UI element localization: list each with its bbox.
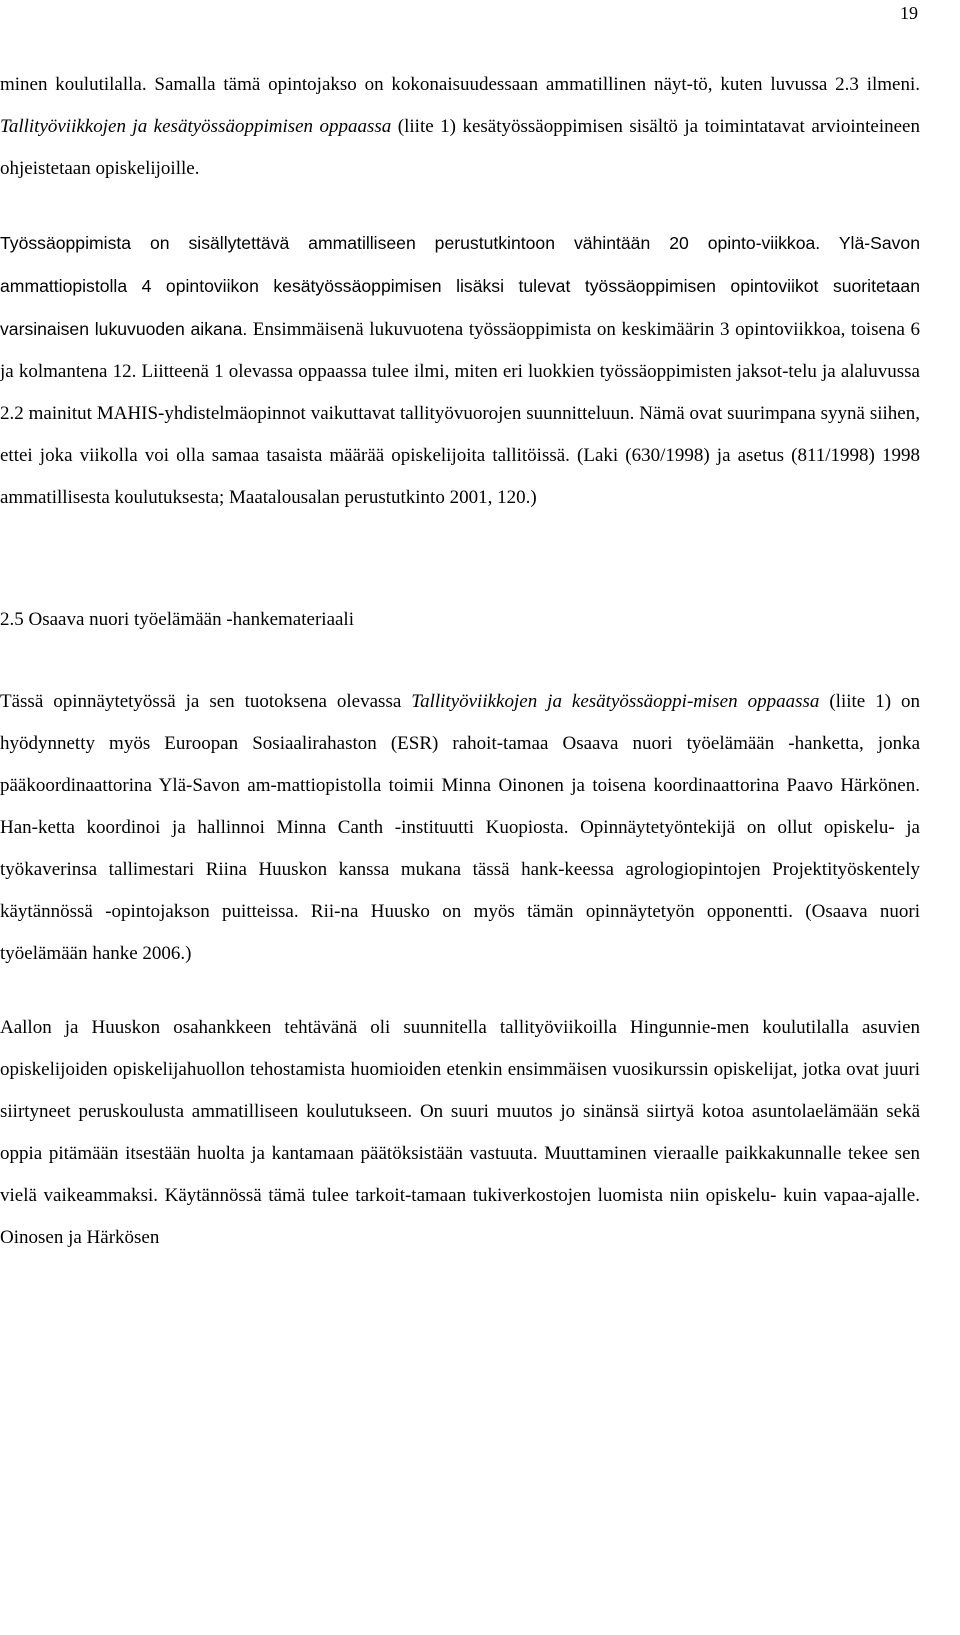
paragraph-work-learning-serif: Ensimmäisenä lukuvuotena työssäoppimista on keskimäärin 3 opintoviikkoa, toisena 6 ja kolmantena 12. Liitteenä 1 olevassa oppaassa tulee ilmi, miten eri luokkien työssäoppimisten jaksot-telu ja alaluvussa 2.2 mainitut MAHIS-yhdistelmäopinnot vaikuttavat tallityövuorojen suunnitteluun. Nämä ovat suurimpana syynä siihen, ettei joka viikolla voi olla samaa tasaista määrää opiskelijoita tallitöissä. (Laki (630/1998) ja asetus (811/1998) 1998 ammatillisesta koulutuksesta; Maatalousalan perustutkinto 2001, 120.)	[0, 319, 920, 508]
paragraph-subproject: Aallon ja Huuskon osahankkeen tehtävänä oli suunnitella tallityöviikoilla Hingunnie-men koulutilalla asuvien opiskelijoiden opiskelijahuollon tehostamista huomioiden etenkin ensimmäisen vuosikurssin opiskelijat, jotka ovat juuri siirtyneet peruskoulusta ammatilliseen koulutukseen. On suuri muutos jo sinänsä siirtyä kotoa asuntolaelämään sekä oppia pitämään itsestään huolta ja kantamaan päätöksistään vastuuta. Muuttaminen vieraalle paikkakunnalle tekee sen vielä vaikeammaksi. Käytännössä tämä tulee tarkoit-tamaan tukiverkostojen luomista niin opiskelu- kuin vapaa-ajalle. Oinosen ja Härkösen	[0, 1017, 920, 1248]
document-body	[0, 64, 920, 1259]
paragraph-project	[0, 681, 920, 975]
paragraph-work-learning-sans: Työssäoppimista on sisällytettävä ammatilliseen perustutkintoon vähintään 20 opinto-viikkoa. Ylä-Savon ammattiopistolla 4 opintoviikon kesätyössäoppimisen lisäksi tulevat työssäoppimisen opintoviikot suoritetaan varsinaisen lukuvuoden aikana.	[0, 233, 920, 339]
paragraph-intro-text: minen koulutilalla. Samalla tämä opintojakso on kokonaisuudessaan ammatillinen näyt-tö, kuten luvussa 2.3 ilmeni.	[0, 74, 920, 95]
page-number: 19	[900, 3, 918, 23]
guide-title-italic: Tallityöviikkojen ja kesätyössäoppimisen oppaassa	[0, 116, 392, 137]
paragraph-intro	[0, 64, 920, 190]
section-heading: 2.5 Osaava nuori työelämään -hankemateriaali	[0, 609, 354, 630]
paragraph-project-text: Tässä opinnäytetyössä ja sen tuotoksena olevassa	[0, 691, 412, 712]
paragraph-work-learning	[0, 222, 920, 519]
paragraph-intro-text-end: (liite 1) kesätyössäoppimisen sisältö ja toimintatavat arviointeineen ohjeistetaan opiskelijoille.	[0, 116, 920, 179]
guide-title-italic-2: Tallityöviikkojen ja kesätyössäoppi-misen oppaassa	[411, 691, 820, 712]
paragraph-project-text-end: (liite 1) on hyödynnetty myös Euroopan Sosiaalirahaston (ESR) rahoit-tamaa Osaava nuori työelämään -hanketta, jonka pääkoordinaattorina Ylä-Savon am-mattiopistolla toimii Minna Oinonen ja toisena koordinaattorina Paavo Härkönen. Han-ketta koordinoi ja hallinnoi Minna Canth -instituutti Kuopiosta. Opinnäytetyöntekijä on ollut opiskelu- ja työkaverinsa tallimestari Riina Huuskon kanssa mukana tässä hank-keessa agrologiopintojen Projektityöskentely käytännössä -opintojakson puitteissa. Rii-na Huusko on myös tämän opinnäytetyön opponentti. (Osaava nuori työelämään hanke 2006.)	[0, 691, 920, 964]
